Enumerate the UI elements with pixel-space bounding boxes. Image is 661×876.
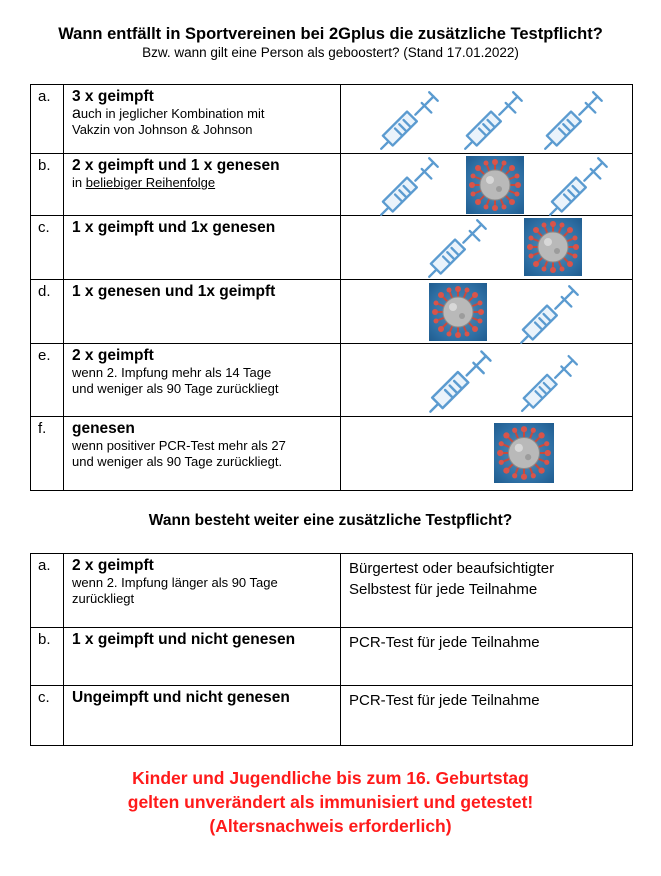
- row-description: [64, 554, 341, 628]
- row-label: b.: [31, 154, 64, 216]
- virus-icon: [524, 218, 582, 276]
- syringe-icon: [519, 352, 581, 414]
- note-line3: (Altersnachweis erforderlich): [209, 816, 452, 836]
- row-title: 2 x geimpft: [72, 557, 154, 574]
- syringe-icon: [547, 154, 611, 218]
- row-result: [341, 554, 633, 628]
- table-row: [31, 686, 633, 746]
- row-subtext-line2: und weniger als 90 Tage zurückliegt: [72, 381, 279, 396]
- row-description: [64, 686, 341, 746]
- row-label: b.: [31, 628, 64, 686]
- note-line1: Kinder und Jugendliche bis zum 16. Geburtstag: [132, 768, 529, 788]
- row-subtext-line1: wenn positiver PCR-Test mehr als 27: [72, 438, 286, 453]
- row-title: 2 x geimpft: [72, 347, 154, 364]
- row-subtext-line1: wenn 2. Impfung länger als 90 Tage: [72, 575, 278, 590]
- row-icons: [341, 154, 633, 216]
- virus-icon: [494, 423, 554, 483]
- row-icons: [341, 417, 633, 491]
- row-description: [64, 85, 341, 154]
- row-description: [64, 216, 341, 280]
- page-subtitle: Bzw. wann gilt eine Person als geboostert? (Stand 17.01.2022): [142, 45, 519, 60]
- row-label: a.: [31, 85, 64, 154]
- virus-icon: [429, 283, 487, 341]
- syringe-icon: [378, 154, 442, 218]
- row-title: Ungeimpft und nicht genesen: [72, 689, 290, 706]
- row-subtext-line2: und weniger als 90 Tage zurückliegt.: [72, 454, 283, 469]
- row-subtext: [72, 175, 336, 191]
- section-heading: Wann besteht weiter eine zusätzliche Testpflicht?: [148, 512, 513, 529]
- row-title: 3 x geimpft: [72, 88, 154, 105]
- row-subtext: [72, 106, 336, 122]
- syringe-icon: [426, 216, 490, 280]
- row-label: c.: [31, 686, 64, 746]
- row-subtext-line1: wenn 2. Impfung mehr als 14 Tage: [72, 365, 272, 380]
- row-subtext-line2: zurückliegt: [72, 591, 135, 606]
- note-line2: gelten unverändert als immunisiert und getestet!: [127, 792, 534, 812]
- row-label: f.: [31, 417, 64, 491]
- table-row: [31, 344, 633, 417]
- row-description: [64, 344, 341, 417]
- row-title: 1 x genesen und 1x geimpft: [72, 283, 276, 300]
- row-icons: [341, 280, 633, 344]
- row-result-line1: PCR-Test für jede Teilnahme: [349, 634, 540, 651]
- row-result-line1: PCR-Test für jede Teilnahme: [349, 692, 540, 709]
- row-subtext-line2: Vakzin von Johnson & Johnson: [72, 122, 253, 137]
- row-icons: [341, 85, 633, 154]
- row-subtext-initial: a: [72, 105, 81, 122]
- row-subtext-rest: uch in jeglicher Kombination mit: [80, 106, 265, 121]
- row-label: a.: [31, 554, 64, 628]
- table-row: [31, 280, 633, 344]
- syringe-icon: [378, 88, 442, 152]
- syringe-icon: [427, 347, 495, 415]
- syringe-icon: [518, 282, 582, 346]
- row-result: [341, 628, 633, 686]
- row-description: [64, 154, 341, 216]
- row-title: genesen: [72, 420, 135, 437]
- row-result: [341, 686, 633, 746]
- table-row: [31, 417, 633, 491]
- row-description: [64, 280, 341, 344]
- children-note: [0, 766, 661, 838]
- table-row: [31, 154, 633, 216]
- row-result-line1: Bürgertest oder beaufsichtigter: [349, 560, 555, 577]
- row-description: [64, 628, 341, 686]
- row-title: 1 x geimpft und nicht genesen: [72, 631, 296, 648]
- page-title: Wann entfällt in Sportvereinen bei 2Gplus die zusätzliche Testpflicht?: [58, 25, 603, 43]
- row-subtext-underlined: beliebiger Reihenfolge: [85, 175, 216, 190]
- row-label: c.: [31, 216, 64, 280]
- row-title: 2 x geimpft und 1 x genesen: [72, 157, 280, 174]
- boosted-conditions-table: [30, 84, 633, 491]
- row-label: e.: [31, 344, 64, 417]
- row-icons: [341, 216, 633, 280]
- row-result-line2: Selbstest für jede Teilnahme: [349, 581, 538, 598]
- syringe-icon: [462, 88, 526, 152]
- virus-icon: [466, 156, 524, 214]
- table-row: [31, 216, 633, 280]
- table-row: [31, 628, 633, 686]
- syringe-icon: [542, 88, 606, 152]
- row-title: 1 x geimpft und 1x genesen: [72, 219, 276, 236]
- test-obligation-table: [30, 553, 633, 746]
- row-label: d.: [31, 280, 64, 344]
- table-row: [31, 85, 633, 154]
- row-description: [64, 417, 341, 491]
- row-icons: [341, 344, 633, 417]
- row-subtext-prefix: in: [72, 175, 86, 190]
- table-row: [31, 554, 633, 628]
